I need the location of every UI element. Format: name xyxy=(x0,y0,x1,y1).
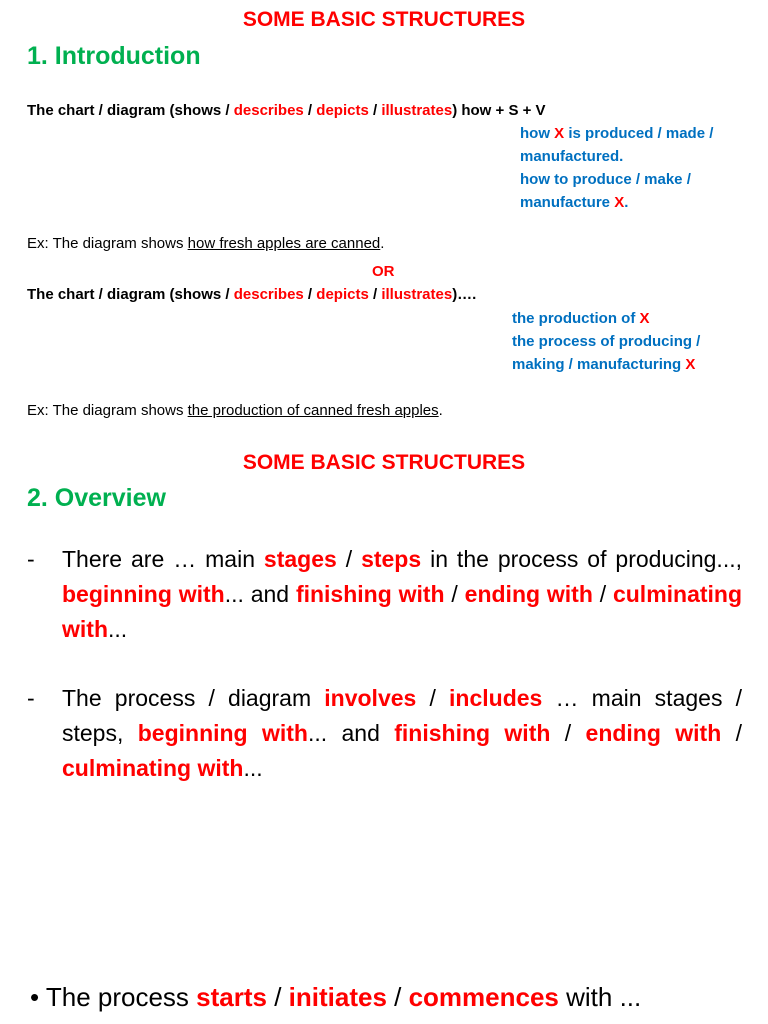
list-item: There are … main stages / steps in the process of producing..., beginning with... and finishing with / ending with / culminating with... xyxy=(62,546,743,642)
variant-line: how X is produced / made / xyxy=(520,125,714,142)
structure-line: The chart / diagram (shows / describes / depicts / illustrates)…. xyxy=(27,286,477,303)
variant-line: how to produce / make / xyxy=(520,171,691,188)
list-dash: - xyxy=(27,546,35,572)
or-label: OR xyxy=(372,263,395,280)
variant-line: making / manufacturing X xyxy=(512,356,696,373)
section-title: SOME BASIC STRUCTURES xyxy=(242,8,526,31)
example-line: Ex: The diagram shows the production of canned fresh apples. xyxy=(27,402,443,419)
list-item: The process / diagram involves / includes … main stages / steps, beginning with... and finishing with / ending with / culminating with... xyxy=(62,685,743,781)
variant-line: manufacture X. xyxy=(520,194,629,211)
list-dash: - xyxy=(27,685,35,711)
section-heading: 1. Introduction xyxy=(27,42,201,70)
example-line: Ex: The diagram shows how fresh apples are canned. xyxy=(27,235,385,252)
structure-line: The chart / diagram (shows / describes / depicts / illustrates) how + S + V xyxy=(27,102,546,119)
variant-line: the production of X xyxy=(512,310,650,327)
section-heading: 2. Overview xyxy=(27,484,166,512)
section-title: SOME BASIC STRUCTURES xyxy=(242,451,526,474)
variant-line: the process of producing / xyxy=(512,333,701,350)
bullet-line: • The process starts / initiates / commences with ... xyxy=(30,982,642,1012)
variant-line: manufactured. xyxy=(520,148,624,165)
